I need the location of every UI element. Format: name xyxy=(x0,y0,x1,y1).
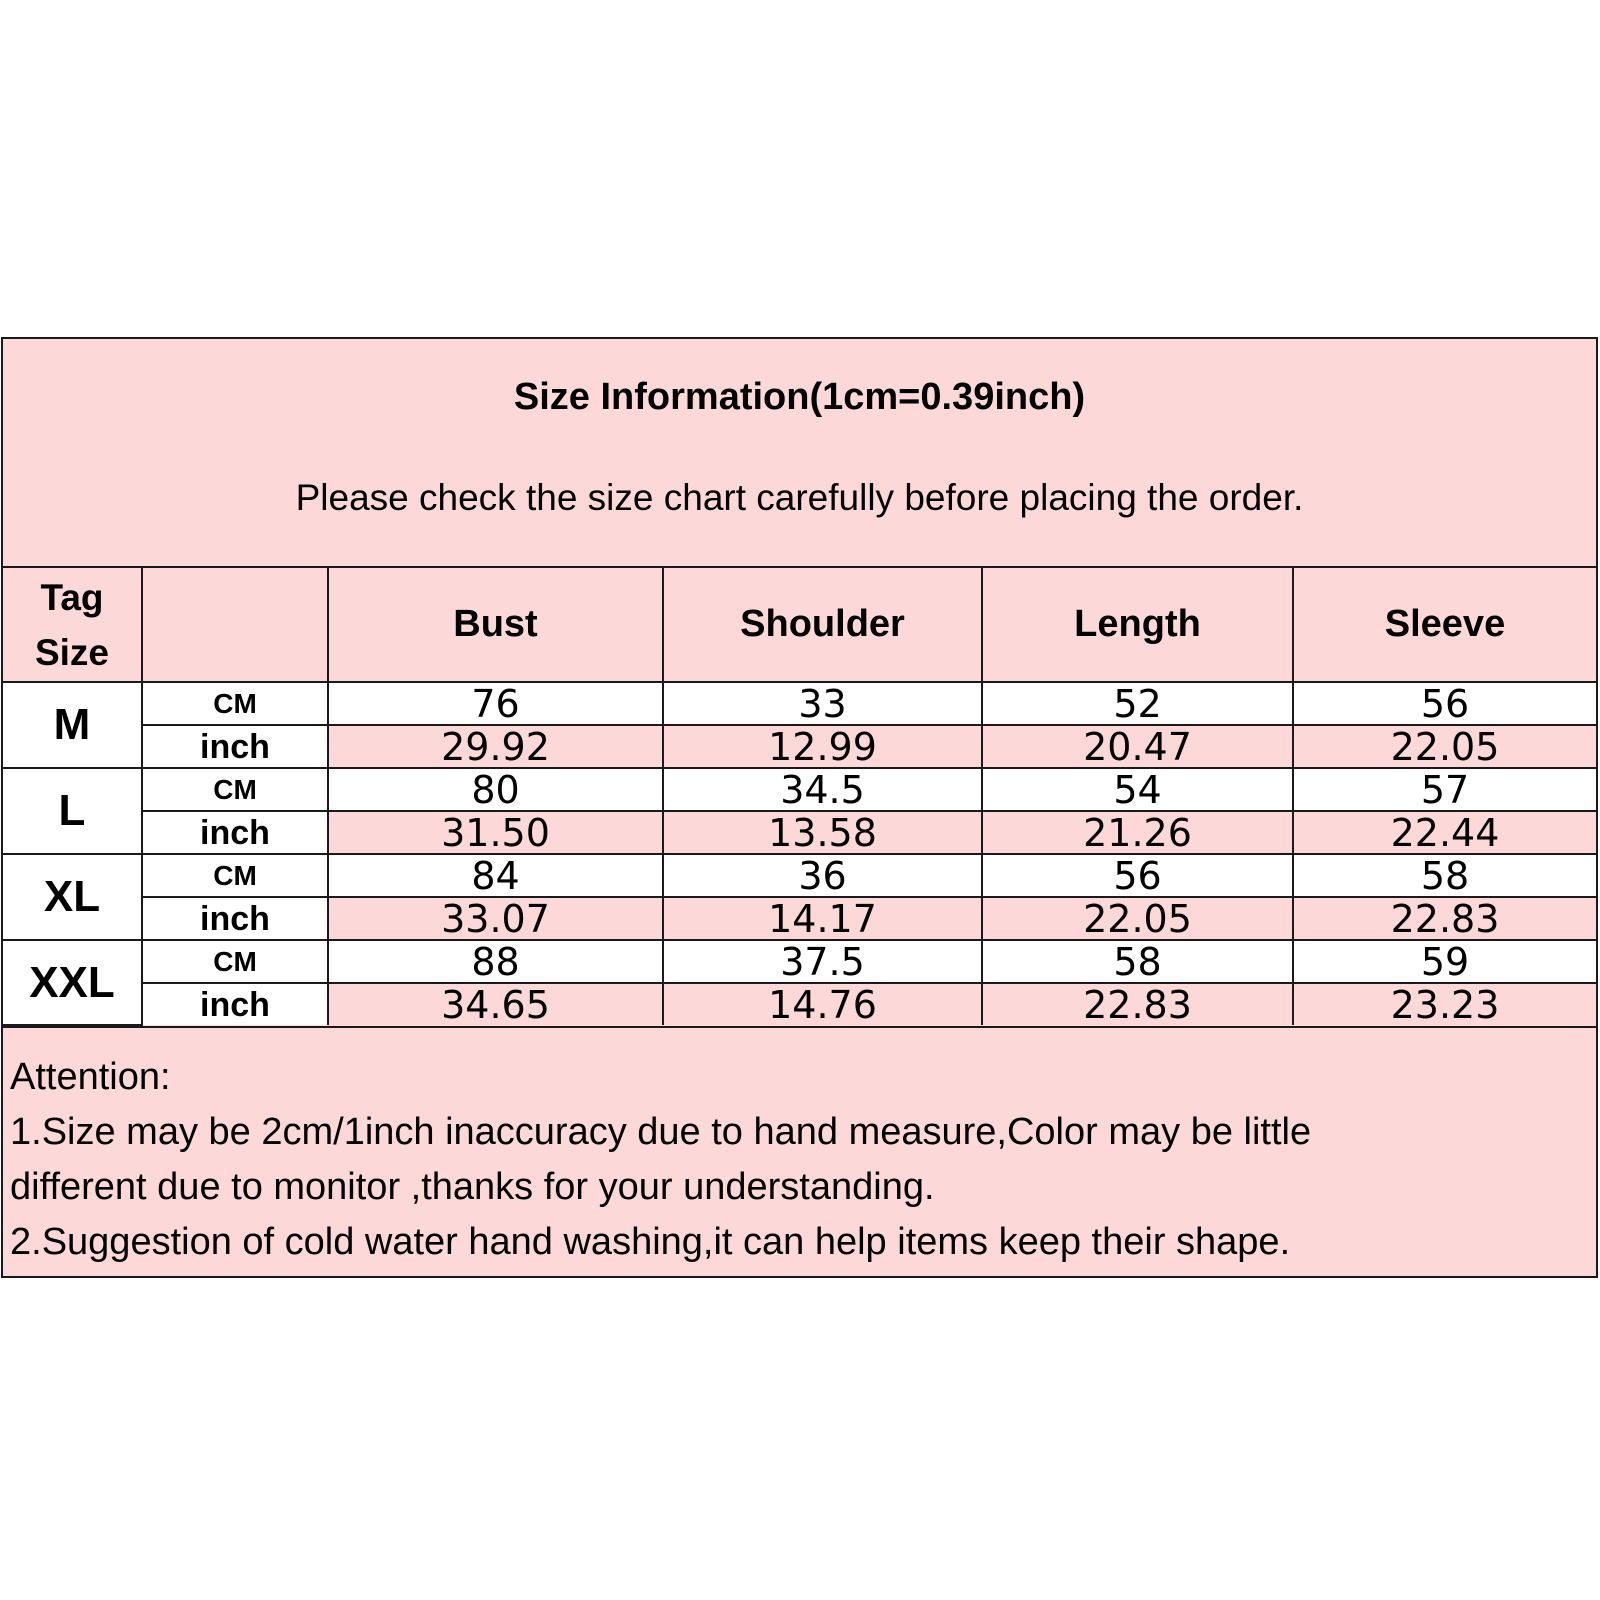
unit-label-inch: inch xyxy=(142,811,328,854)
size-label-m: M xyxy=(3,682,142,768)
tag-size-header-line2: Size xyxy=(34,631,110,673)
table-cell: 22.83 xyxy=(1293,897,1596,940)
table-cell: 80 xyxy=(328,768,663,811)
unit-label-cm: CM xyxy=(142,768,328,811)
size-label-l: L xyxy=(3,768,142,854)
table-cell: 22.05 xyxy=(1293,725,1596,768)
table-row xyxy=(3,725,1596,768)
table-cell: 58 xyxy=(1293,854,1596,897)
unit-label-cm: CM xyxy=(142,940,328,983)
table-cell: 21.26 xyxy=(982,811,1293,854)
size-chart xyxy=(1,337,1598,1278)
table-cell: 31.50 xyxy=(328,811,663,854)
table-cell: 22.83 xyxy=(982,983,1293,1025)
column-header-bust: Bust xyxy=(328,568,663,682)
table-cell: 57 xyxy=(1293,768,1596,811)
table-cell: 88 xyxy=(328,940,663,983)
table-cell: 54 xyxy=(982,768,1293,811)
tag-size-header-line1: Tag xyxy=(40,576,104,618)
table-cell: 34.5 xyxy=(663,768,982,811)
table-cell: 37.5 xyxy=(663,940,982,983)
table-row xyxy=(3,897,1596,940)
table-cell: 56 xyxy=(1293,682,1596,725)
table-cell: 14.17 xyxy=(663,897,982,940)
page-subtitle: Please check the size chart carefully before placing the order. xyxy=(295,477,1304,518)
unit-label-inch: inch xyxy=(142,897,328,940)
column-header-sleeve: Sleeve xyxy=(1293,568,1596,682)
unit-label-cm: CM xyxy=(142,854,328,897)
table-cell: 33.07 xyxy=(328,897,663,940)
table-row xyxy=(3,940,1596,983)
table-row xyxy=(3,983,1596,1025)
size-table xyxy=(3,568,1596,1026)
table-cell: 56 xyxy=(982,854,1293,897)
attention-note-1: 1.Size may be 2cm/1inch inaccuracy due to hand measure,Color may be little xyxy=(10,1111,1312,1153)
table-cell: 20.47 xyxy=(982,725,1293,768)
table-cell: 84 xyxy=(328,854,663,897)
table-row xyxy=(3,682,1596,725)
column-header-length: Length xyxy=(982,568,1293,682)
table-cell: 13.58 xyxy=(663,811,982,854)
table-cell: 14.76 xyxy=(663,983,982,1025)
unit-header xyxy=(142,568,328,682)
tag-size-header xyxy=(3,568,142,682)
table-cell: 12.99 xyxy=(663,725,982,768)
table-cell: 22.05 xyxy=(982,897,1293,940)
table-cell: 34.65 xyxy=(328,983,663,1025)
table-cell: 33 xyxy=(663,682,982,725)
size-chart-header xyxy=(3,339,1596,568)
attention-notes xyxy=(3,1026,1596,1276)
table-row xyxy=(3,854,1596,897)
unit-label-inch: inch xyxy=(142,725,328,768)
table-cell: 76 xyxy=(328,682,663,725)
table-cell: 58 xyxy=(982,940,1293,983)
attention-note-2: 2.Suggestion of cold water hand washing,it can help items keep their shape. xyxy=(10,1221,1291,1263)
unit-label-inch: inch xyxy=(142,983,328,1025)
table-cell: 29.92 xyxy=(328,725,663,768)
table-cell: 23.23 xyxy=(1293,983,1596,1025)
size-label-xl: XL xyxy=(3,854,142,940)
attention-heading: Attention: xyxy=(10,1056,171,1098)
page-title: Size Information(1cm=0.39inch) xyxy=(513,376,1086,418)
table-row xyxy=(3,768,1596,811)
unit-label-cm: CM xyxy=(142,682,328,725)
table-header-row xyxy=(3,568,1596,682)
attention-note-1-continued: different due to monitor ,thanks for your understanding. xyxy=(10,1166,935,1208)
table-row xyxy=(3,811,1596,854)
table-cell: 59 xyxy=(1293,940,1596,983)
table-cell: 36 xyxy=(663,854,982,897)
table-cell: 22.44 xyxy=(1293,811,1596,854)
column-header-shoulder: Shoulder xyxy=(663,568,982,682)
size-label-xxl: XXL xyxy=(3,940,142,1025)
table-cell: 52 xyxy=(982,682,1293,725)
